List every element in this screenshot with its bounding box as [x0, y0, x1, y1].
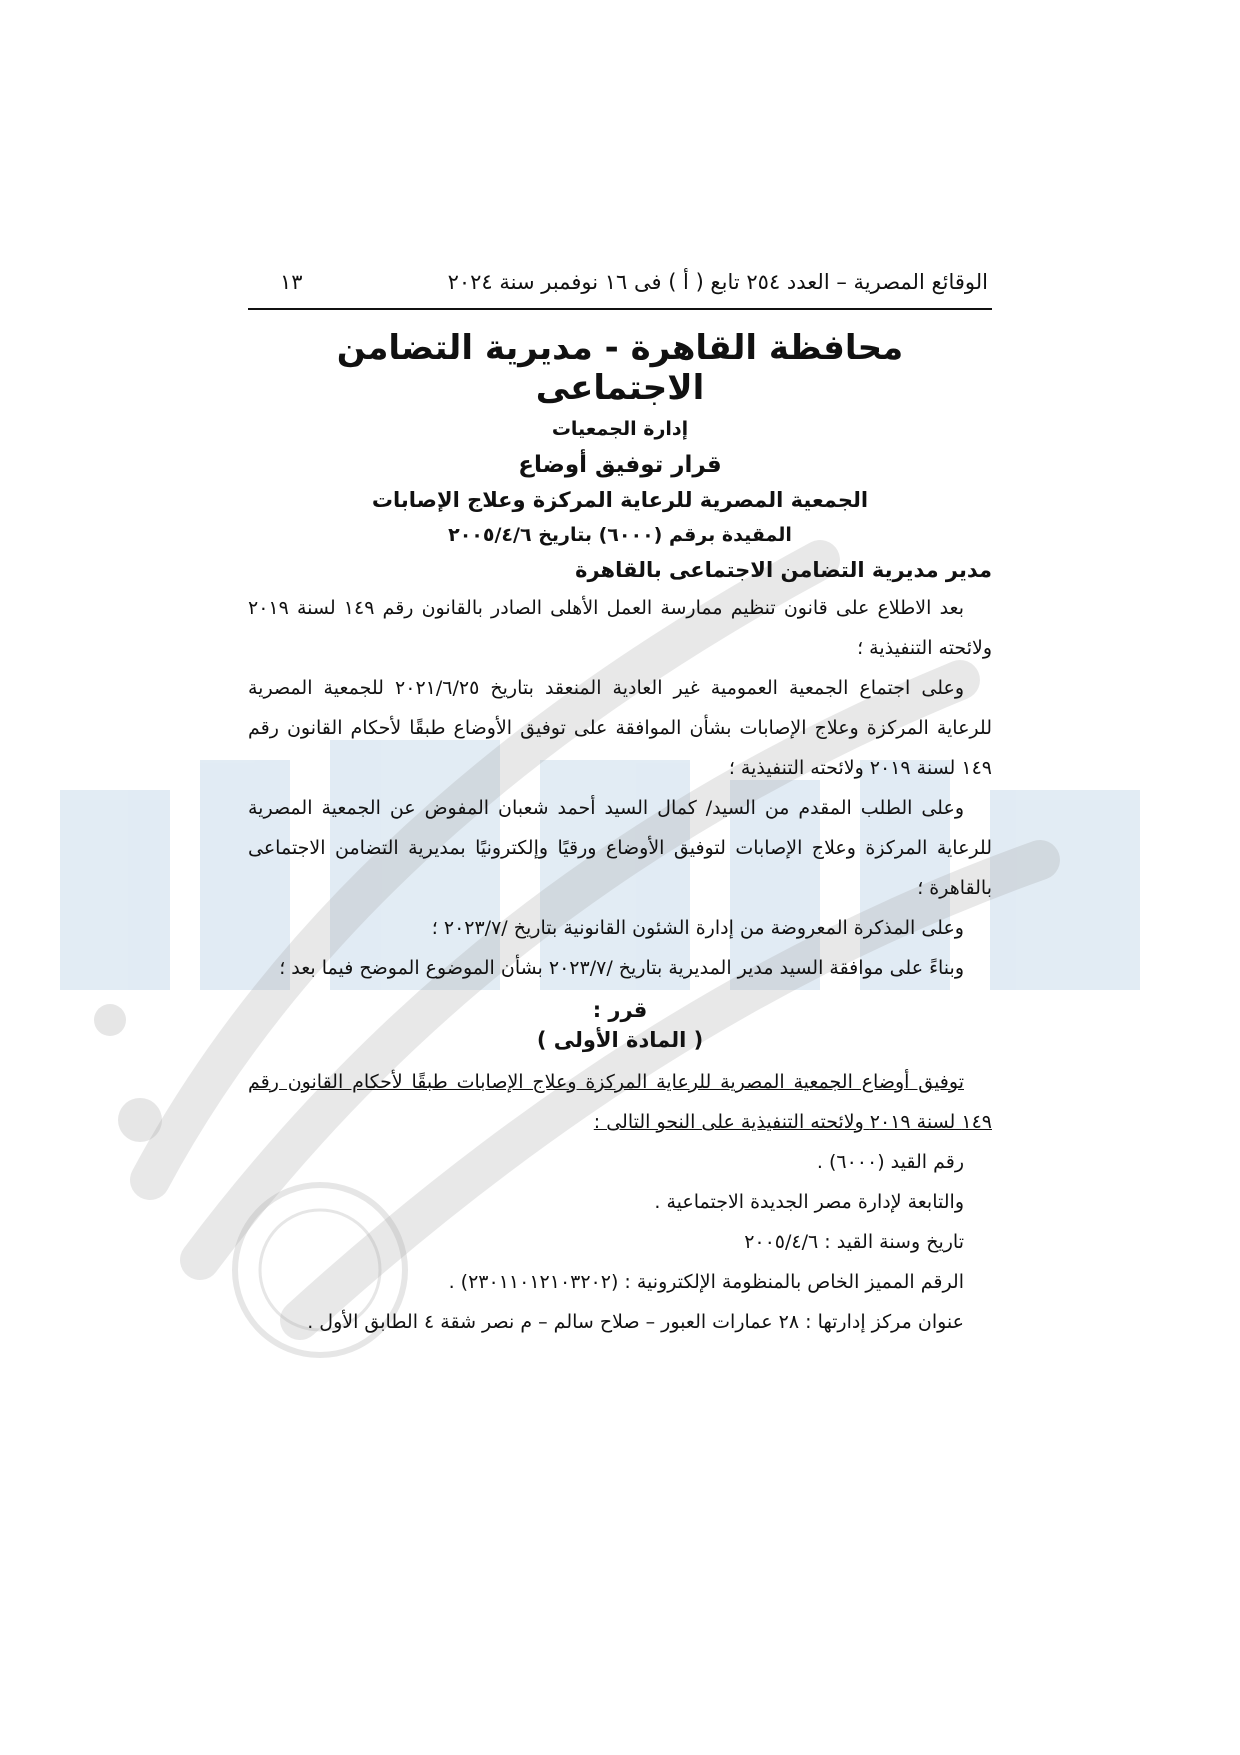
address-line: عنوان مركز إدارتها : ٢٨ عمارات العبور – صلاح سالم – م نصر شقة ٤ الطابق الأول .	[307, 1311, 964, 1333]
running-header	[248, 270, 992, 308]
header-rule	[248, 308, 992, 310]
director-line: مدير مديرية التضامن الاجتماعى بالقاهرة	[575, 558, 992, 582]
header-text: الوقائع المصرية – العدد ٢٥٤ تابع ( أ ) فى ١٦ نوفمبر سنة ٢٠٢٤	[447, 270, 988, 294]
preamble-paragraph: بعد الاطلاع على قانون تنظيم ممارسة العمل الأهلى الصادر بالقانون رقم ١٤٩ لسنة ٢٠١٩ ولائحته التنفيذية ؛	[248, 597, 992, 659]
detail-line: رقم القيد (٦٠٠٠) .	[816, 1151, 964, 1173]
preamble-paragraph: وعلى الطلب المقدم من السيد/ كمال السيد أحمد شعبان المفوض عن الجمعية المصرية للرعاية المركزة وعلاج الإصابات لتوفيق الأوضاع ورقيًا وإلكترونيًا بمديرية التضامن الاجتماعى بالقاهرة ؛	[248, 797, 992, 899]
decree-title: قرار توفيق أوضاع	[518, 452, 722, 478]
association-name: الجمعية المصرية للرعاية المركزة وعلاج الإصابات	[371, 488, 869, 512]
detail-line: تاريخ وسنة القيد : ٢٠٠٥/٤/٦	[744, 1231, 964, 1253]
article-text-content: توفيق أوضاع الجمعية المصرية للرعاية المركزة وعلاج الإصابات طبقًا لأحكام القانون رقم ١٤٩ لسنة ٢٠١٩ ولائحته التنفيذية على النحو التالى :	[248, 1071, 992, 1133]
department-name: إدارة الجمعيات	[551, 418, 689, 440]
detail-line: والتابعة لإدارة مصر الجديدة الاجتماعية .	[654, 1191, 964, 1213]
article-title: ( المادة الأولى )	[536, 1028, 704, 1052]
article-text	[248, 1062, 992, 1142]
document-title: محافظة القاهرة - مديرية التضامن الاجتماعى	[336, 328, 904, 408]
preamble-paragraph: وبناءً على موافقة السيد مدير المديرية بتاريخ /٢٠٢٣/٧ بشأن الموضوع الموضح فيما بعد ؛	[279, 957, 964, 979]
preamble-paragraph: وعلى المذكرة المعروضة من إدارة الشئون القانونية بتاريخ /٢٠٢٣/٧ ؛	[431, 917, 964, 939]
decided-label: قرر :	[592, 998, 648, 1022]
document-page	[248, 270, 992, 1342]
detail-line: الرقم المميز الخاص بالمنظومة الإلكترونية : (٢٣٠١١٠١٢١٠٣٢٠٢) .	[448, 1271, 964, 1293]
page-number: ١٣	[280, 270, 303, 294]
registration-line: المقيدة برقم (٦٠٠٠) بتاريخ ٢٠٠٥/٤/٦	[448, 524, 792, 546]
preamble-paragraph: وعلى اجتماع الجمعية العمومية غير العادية المنعقد بتاريخ ٢٠٢١/٦/٢٥ للجمعية المصرية للرعاية المركزة وعلاج الإصابات بشأن الموافقة على توفيق الأوضاع طبقًا لأحكام القانون رقم ١٤٩ لسنة ٢٠١٩ ولائحته التنفيذية ؛	[248, 677, 992, 779]
